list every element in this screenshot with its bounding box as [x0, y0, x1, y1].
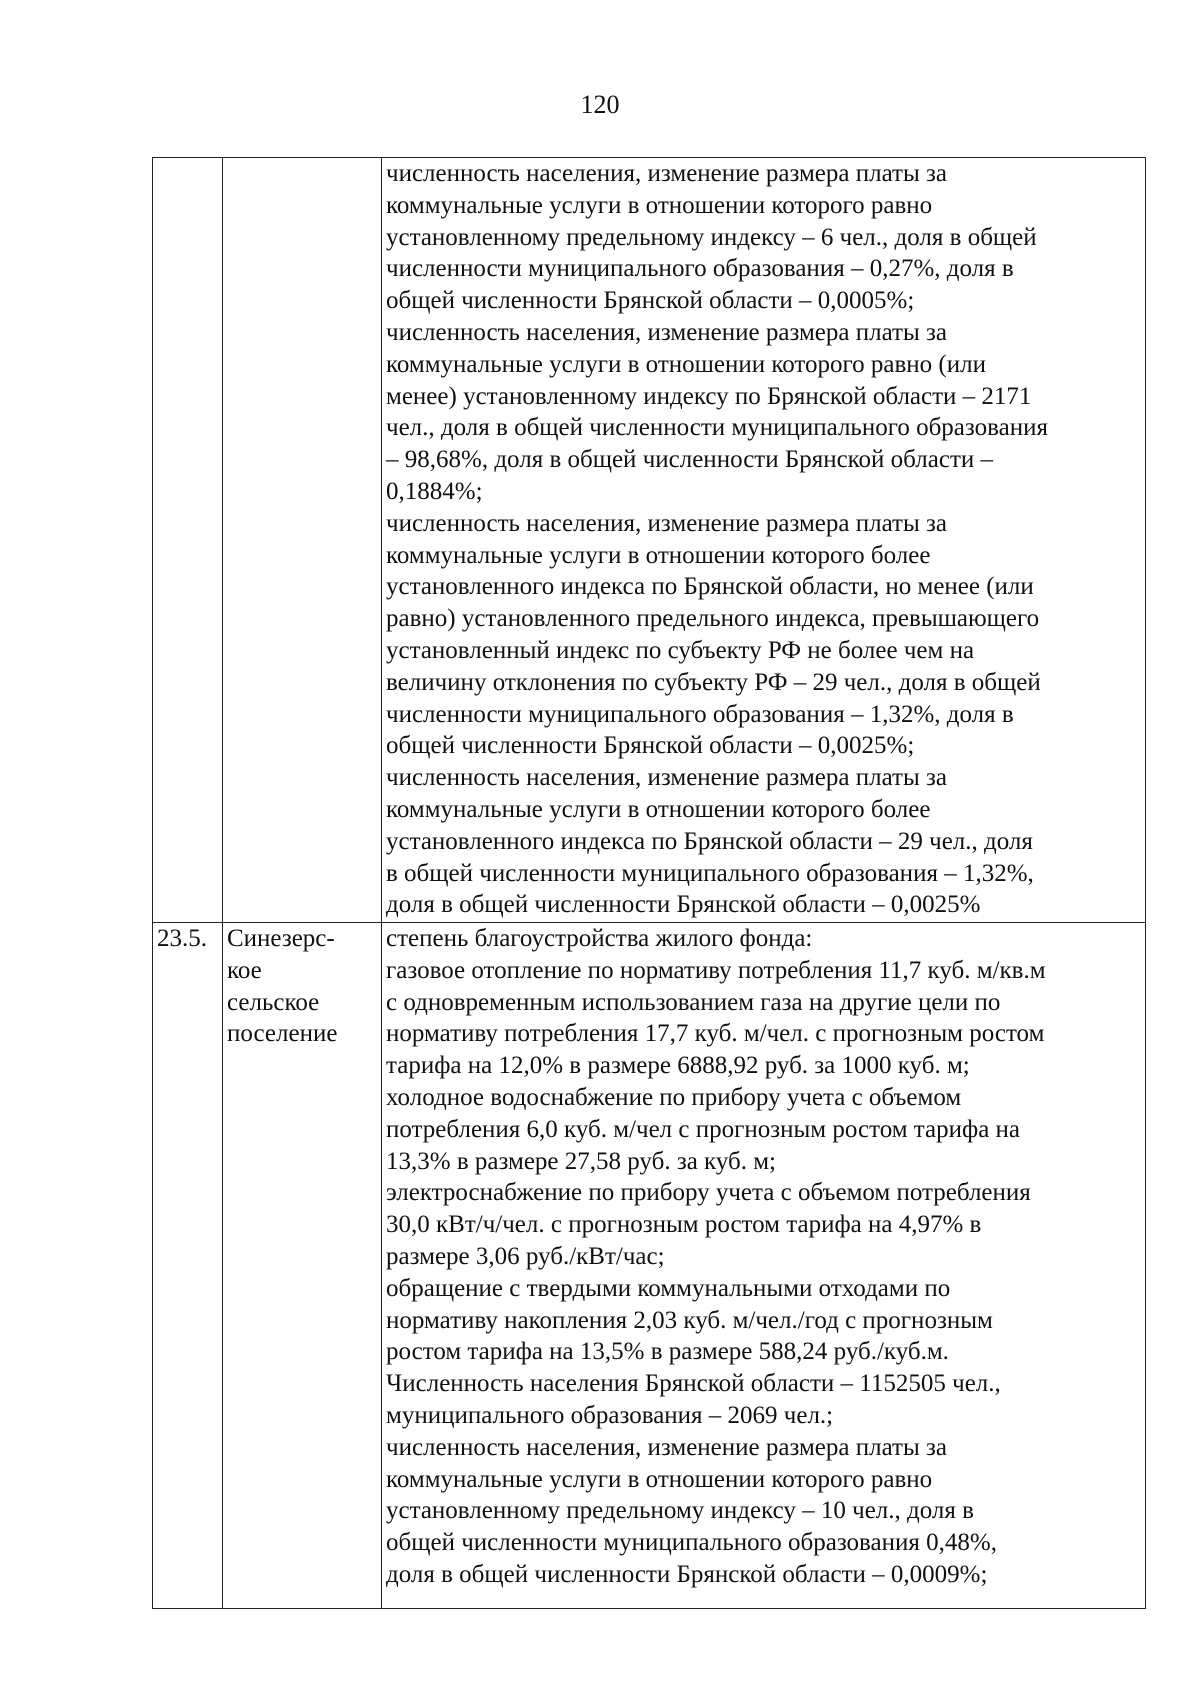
page-number: 120 [580, 90, 620, 119]
text-line: Синезерс- [227, 925, 335, 952]
text-line: – 98,68%, доля в общей численности Брянской области – [386, 446, 993, 474]
text-line: доля в общей численности Брянской области – 0,0025% [386, 891, 981, 919]
text-line: коммунальные услуги в отношении которого равно (или [386, 350, 986, 378]
text-line: с одновременным использованием газа на другие цели по [386, 988, 1001, 1016]
text-line: коммунальные услуги в отношении которого равно [386, 191, 933, 219]
text-line: сельское [227, 988, 320, 1016]
text-line: кое [227, 956, 262, 984]
text-line: численность населения, изменение размера платы за [386, 1433, 947, 1461]
text-line: в общей численности муниципального образования – 1,32%, [386, 859, 1034, 887]
table-row [153, 158, 1146, 923]
text-line: величину отклонения по субъекту РФ – 29 чел., доля в общей [386, 668, 1041, 696]
text-line: степень благоустройства жилого фонда: [386, 925, 813, 952]
text-line: обращение с твердыми коммунальными отходами по [386, 1274, 951, 1302]
text-line: газовое отопление по нормативу потребления 11,7 куб. м/кв.м [386, 956, 1046, 984]
text-line: нормативу потребления 17,7 куб. м/чел. с прогнозным ростом [386, 1020, 1045, 1048]
text-line: установленного индекса по Брянской области, но менее (или [386, 573, 1034, 601]
text-line: менее) установленному индексу по Брянской области – 2171 [386, 382, 1032, 410]
text-line: поселение [227, 1020, 338, 1048]
text-line: доля в общей численности Брянской области – 0,0009%; [386, 1560, 988, 1588]
text-line: общей численности Брянской области – 0,0005%; [386, 287, 915, 315]
text-line: установленного индекса по Брянской области – 29 чел., доля [386, 827, 1033, 855]
text-line: коммунальные услуги в отношении которого равно [386, 1465, 933, 1493]
table-row [153, 923, 1146, 1609]
row-description [382, 158, 1146, 923]
text-line: численность населения, изменение размера платы за [386, 509, 947, 537]
text-line: общей численности Брянской области – 0,0025%; [386, 732, 915, 760]
text-line: чел., доля в общей численности муниципального образования [386, 414, 1048, 442]
text-line: 13,3% в размере 27,58 руб. за куб. м; [386, 1147, 776, 1175]
text-line: 30,0 кВт/ч/чел. с прогнозным ростом тарифа на 4,97% в [386, 1211, 982, 1239]
text-line: размере 3,06 руб./кВт/час; [386, 1242, 665, 1270]
document-table [152, 157, 1146, 1609]
row-number: 23.5. [153, 923, 223, 1609]
text-line: холодное водоснабжение по прибору учета с объемом [386, 1083, 962, 1111]
text-line: нормативу накопления 2,03 куб. м/чел./год с прогнозным [386, 1306, 993, 1334]
text-line: установленному предельному индексу – 6 чел., доля в общей [386, 223, 1037, 251]
settlement-name [223, 923, 382, 1609]
text-line: коммунальные услуги в отношении которого более [386, 795, 931, 823]
text-line: потребления 6,0 куб. м/чел с прогнозным ростом тарифа на [386, 1115, 1021, 1143]
text-line: численности муниципального образования – 1,32%, доля в [386, 700, 1014, 728]
text-line: равно) установленного предельного индекса, превышающего [386, 605, 1040, 633]
text-line: муниципального образования – 2069 чел.; [386, 1401, 834, 1429]
text-line: электроснабжение по прибору учета с объемом потребления [386, 1179, 1031, 1207]
row-description [382, 923, 1146, 1609]
row-number [153, 158, 223, 923]
text-line: установленному предельному индексу – 10 чел., доля в [386, 1497, 974, 1525]
text-line: установленный индекс по субъекту РФ не более чем на [386, 636, 975, 664]
text-line: тарифа на 12,0% в размере 6888,92 руб. за 1000 куб. м; [386, 1052, 970, 1080]
settlement-name [223, 158, 382, 923]
text-line: коммунальные услуги в отношении которого более [386, 541, 931, 569]
text-line: численность населения, изменение размера платы за [386, 160, 947, 187]
text-line: численности муниципального образования – 0,27%, доля в [386, 255, 1014, 283]
text-line: Численность населения Брянской области – 1152505 чел., [386, 1370, 1001, 1398]
text-line: численность населения, изменение размера платы за [386, 318, 947, 346]
text-line: ростом тарифа на 13,5% в размере 588,24 руб./куб.м. [386, 1338, 949, 1366]
text-line: общей численности муниципального образования 0,48%, [386, 1529, 997, 1557]
text-line: численность населения, изменение размера платы за [386, 764, 947, 792]
text-line: 0,1884%; [386, 477, 483, 505]
